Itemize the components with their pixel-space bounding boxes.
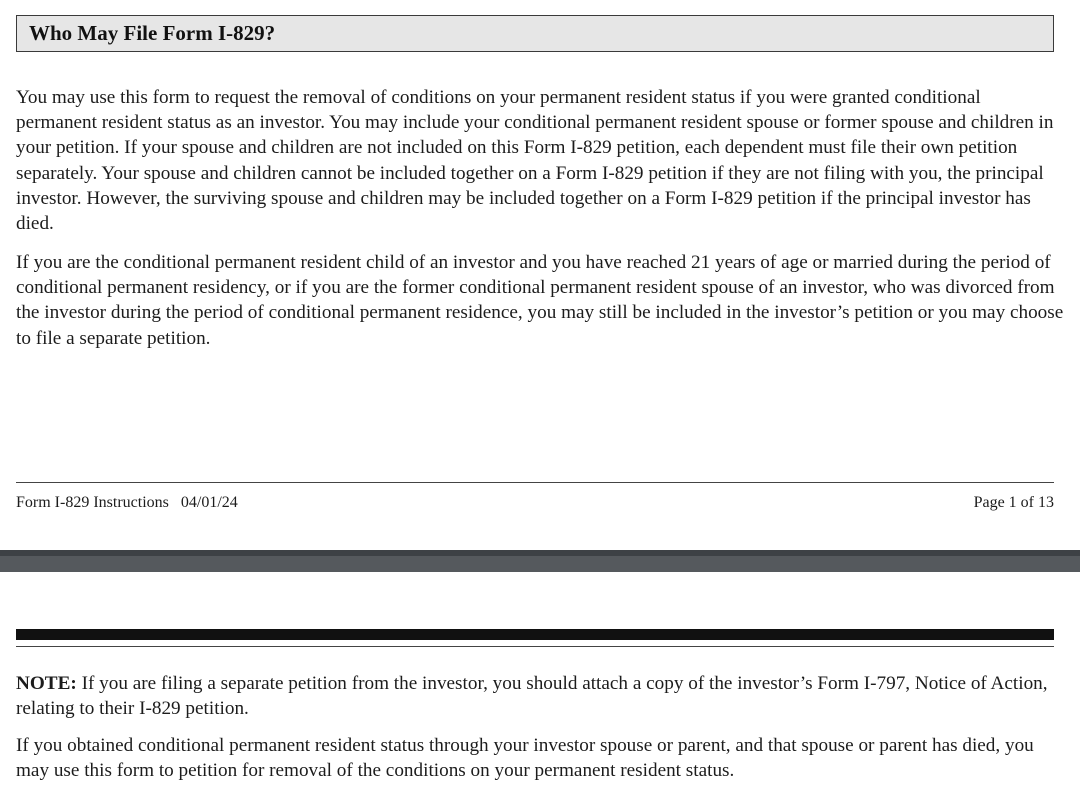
page-separator-shadow (0, 550, 1080, 556)
paragraph-deceased-investor: If you obtained conditional permanent resident status through your investor spouse or parent, and that spouse or parent has died, you may use this form to petition for removal of the conditions on your permanent resident status. (16, 735, 1034, 782)
page-header-rule (16, 646, 1054, 647)
footer-page-number: Page 1 of 13 (973, 494, 1054, 511)
note-label: NOTE: (16, 673, 77, 694)
section-heading-text: Who May File Form I-829? (29, 21, 276, 45)
page-header-bar (16, 629, 1054, 640)
footer-divider (16, 482, 1054, 483)
page-separator (0, 550, 1080, 572)
paragraph-investor-eligibility: You may use this form to request the removal of conditions on your permanent resident status if you were granted conditional permanent resident status as an investor. You may include your conditional permanent resident spouse or former spouse and children in your petition. If your spouse and children are not included on this Form I-829 petition, each dependent must file their own petition separately. Your spouse and children cannot be included together on a Form I-829 petition if they are not filing with you, the principal investor. However, the surviving spouse and children may be included together on a Form I-829 petition if the principal investor has died. (16, 87, 1054, 235)
note-text: If you are filing a separate petition from the investor, you should attach a copy of the investor’s Form I-797, Notice of Action, relating to their I-829 petition. (16, 673, 1048, 720)
section-heading (16, 15, 1054, 52)
paragraph-child-spouse-eligibility: If you are the conditional permanent resident child of an investor and you have reached 21 years of age or married during the period of conditional permanent residency, or if you are the former conditional permanent resident spouse of an investor, who was divorced from the investor during the period of conditional permanent residence, you may still be included in the investor’s petition or you may choose to file a separate petition. (16, 252, 1064, 349)
note-paragraph (16, 671, 1066, 721)
footer-form-name: Form I-829 Instructions 04/01/24 (16, 494, 238, 511)
